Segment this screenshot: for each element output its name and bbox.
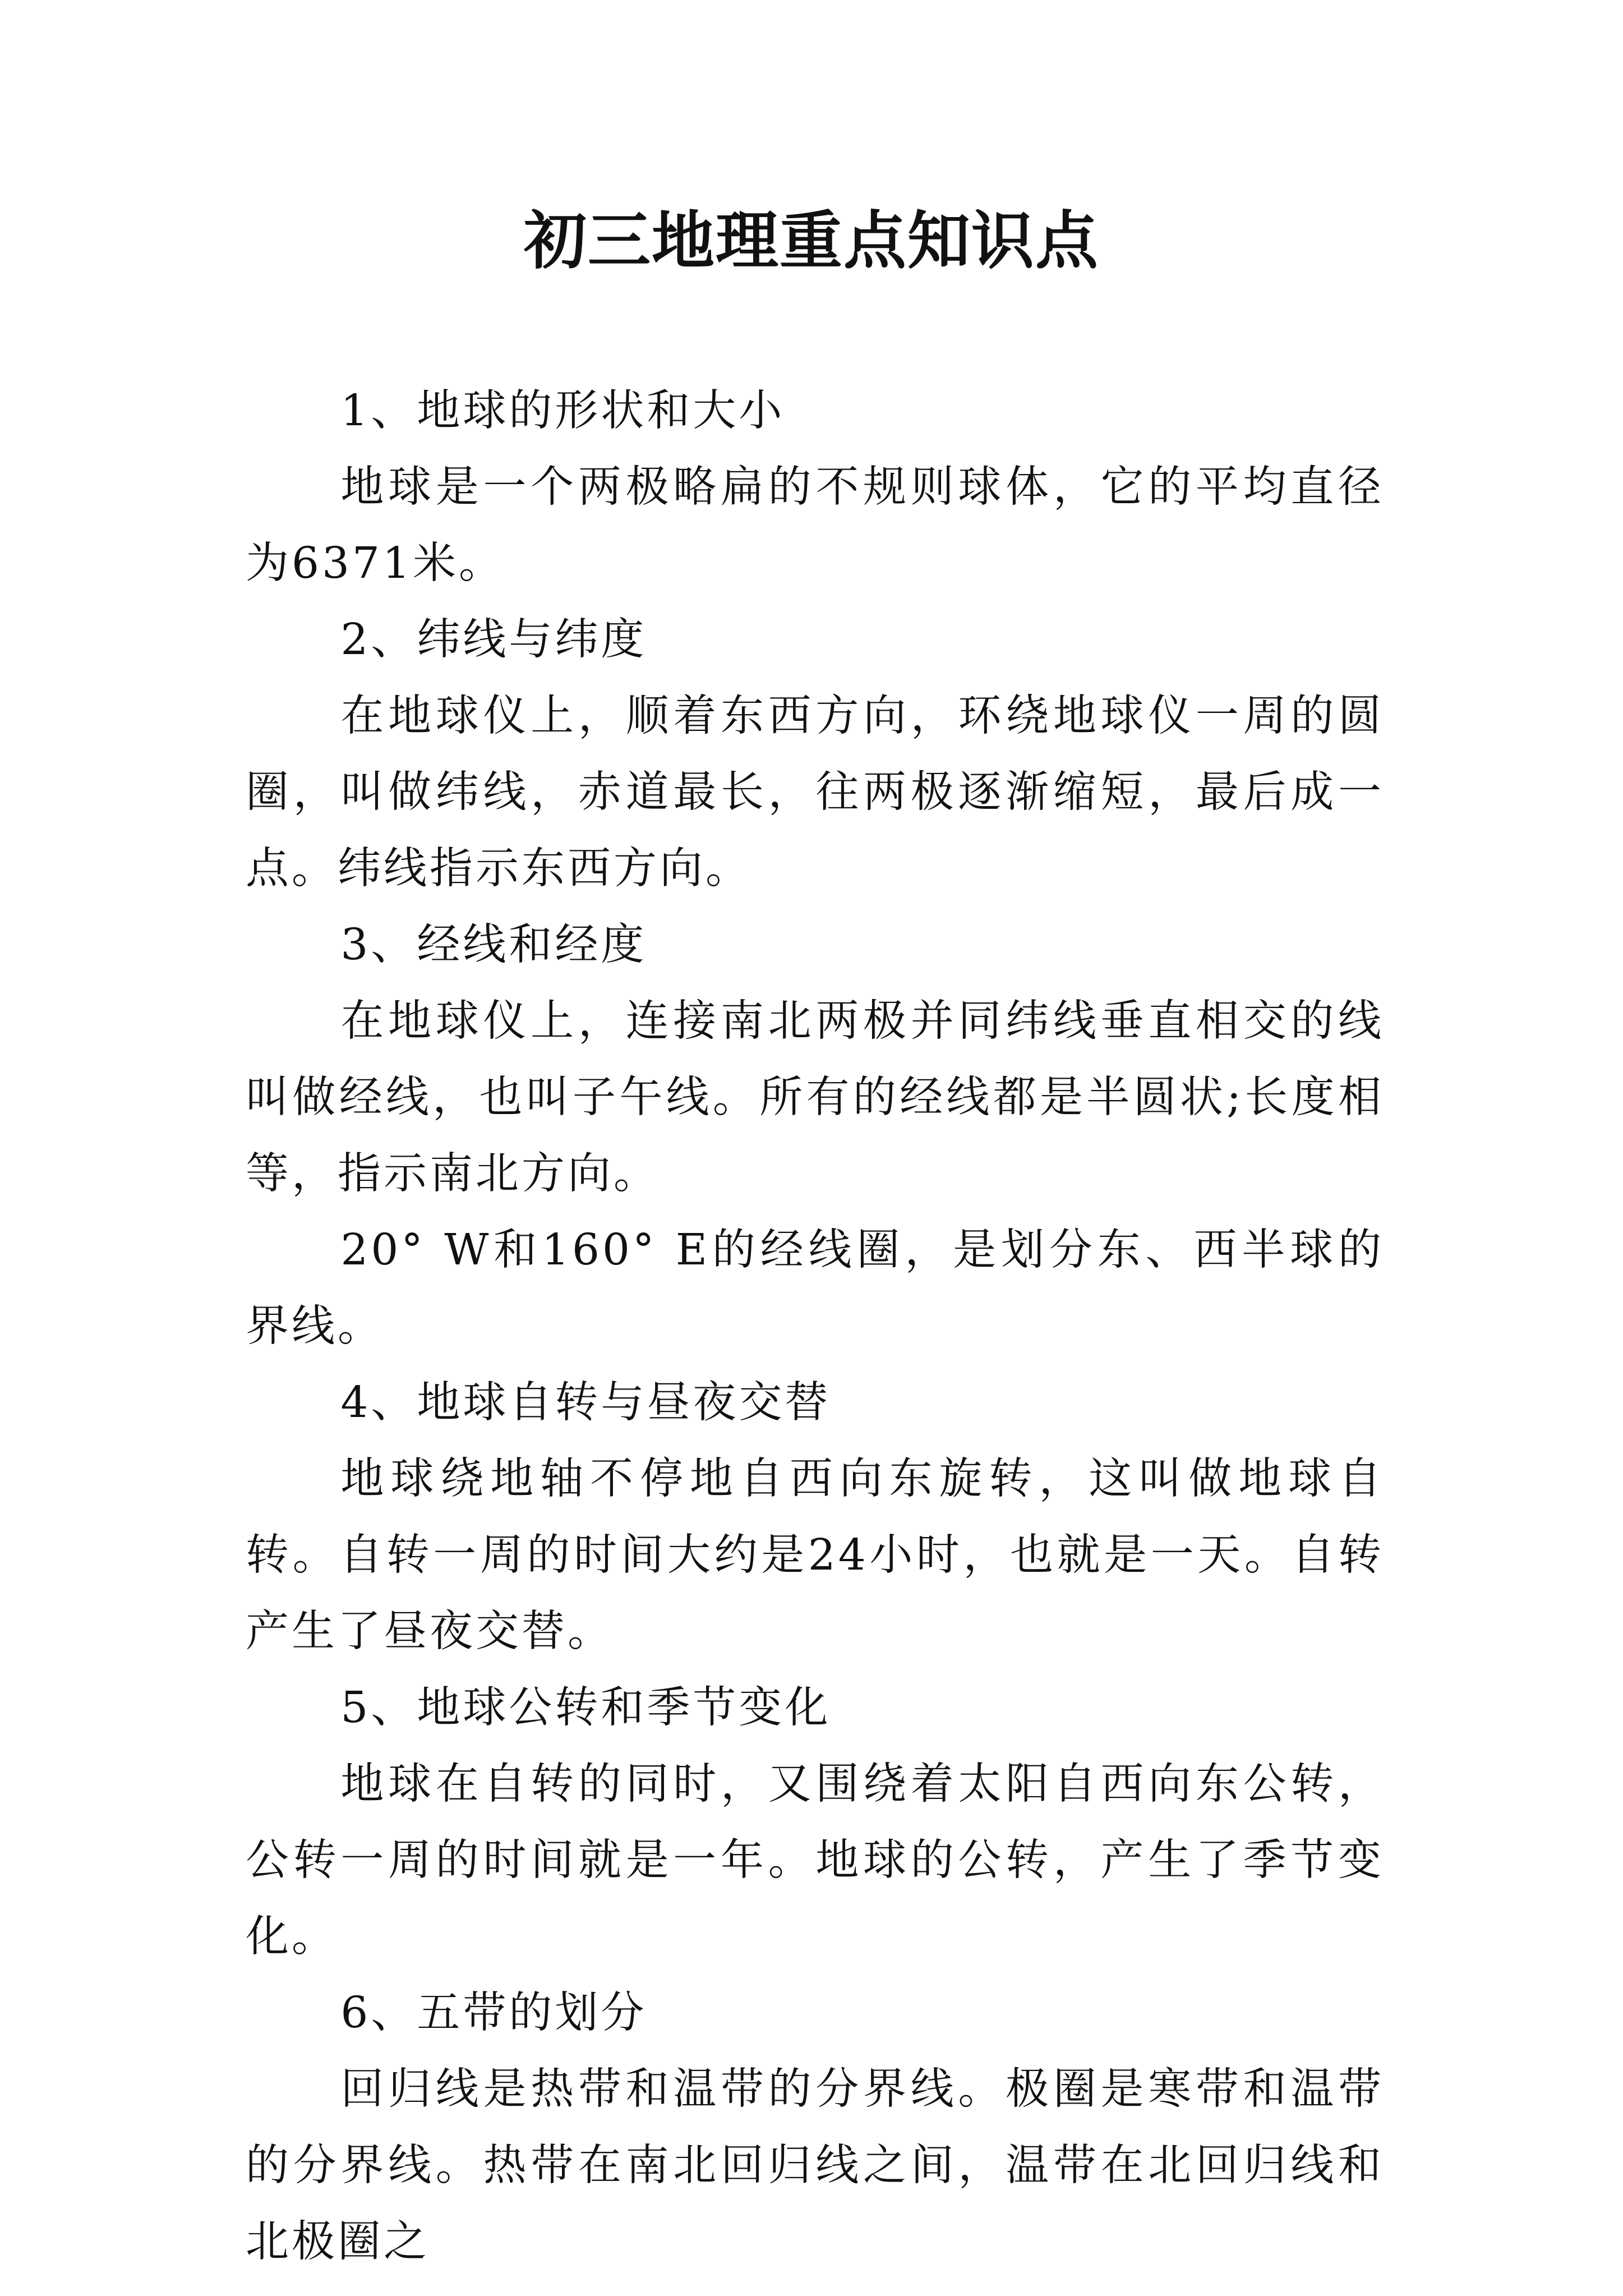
- section-heading-6: 6、五带的划分: [340, 1988, 647, 2038]
- document-title: 初三地理重点知识点: [524, 204, 1099, 278]
- paragraph-hemisphere-boundary: 20° W和160° E的经线圈，是划分东、西半球的界线。: [246, 1225, 1384, 1351]
- section-heading-3: 3、经线和经度: [340, 920, 647, 970]
- paragraph-longitude: 在地球仪上，连接南北两极并同纬线垂直相交的线叫做经线，也叫子午线。所有的经线都是半圆状;长度相等，指示南北方向。: [246, 996, 1384, 1199]
- paragraph-revolution: 地球在自转的同时，又围绕着太阳自西向东公转，公转一周的时间就是一年。地球的公转，产生了季节变化。: [246, 1759, 1384, 1962]
- document-body: [246, 373, 1384, 2280]
- paragraph-five-zones: 回归线是热带和温带的分界线。极圈是寒带和温带的分界线。热带在南北回归线之间，温带在北回归线和北极圈之: [246, 2064, 1384, 2267]
- paragraph-rotation: 地球绕地轴不停地自西向东旋转，这叫做地球自转。自转一周的时间大约是24小时，也就是一天。自转产生了昼夜交替。: [246, 1454, 1384, 1657]
- paragraph-earth-shape: 地球是一个两极略扁的不规则球体，它的平均直径为6371米。: [246, 462, 1384, 588]
- section-heading-4: 4、地球自转与昼夜交替: [340, 1378, 831, 1428]
- section-heading-5: 5、地球公转和季节变化: [340, 1683, 831, 1733]
- section-heading-1: 1、地球的形状和大小: [340, 386, 785, 436]
- paragraph-latitude: 在地球仪上，顺着东西方向，环绕地球仪一周的圆圈，叫做纬线，赤道最长，往两极逐渐缩短，最后成一点。纬线指示东西方向。: [246, 691, 1384, 894]
- section-heading-2: 2、纬线与纬度: [340, 615, 647, 665]
